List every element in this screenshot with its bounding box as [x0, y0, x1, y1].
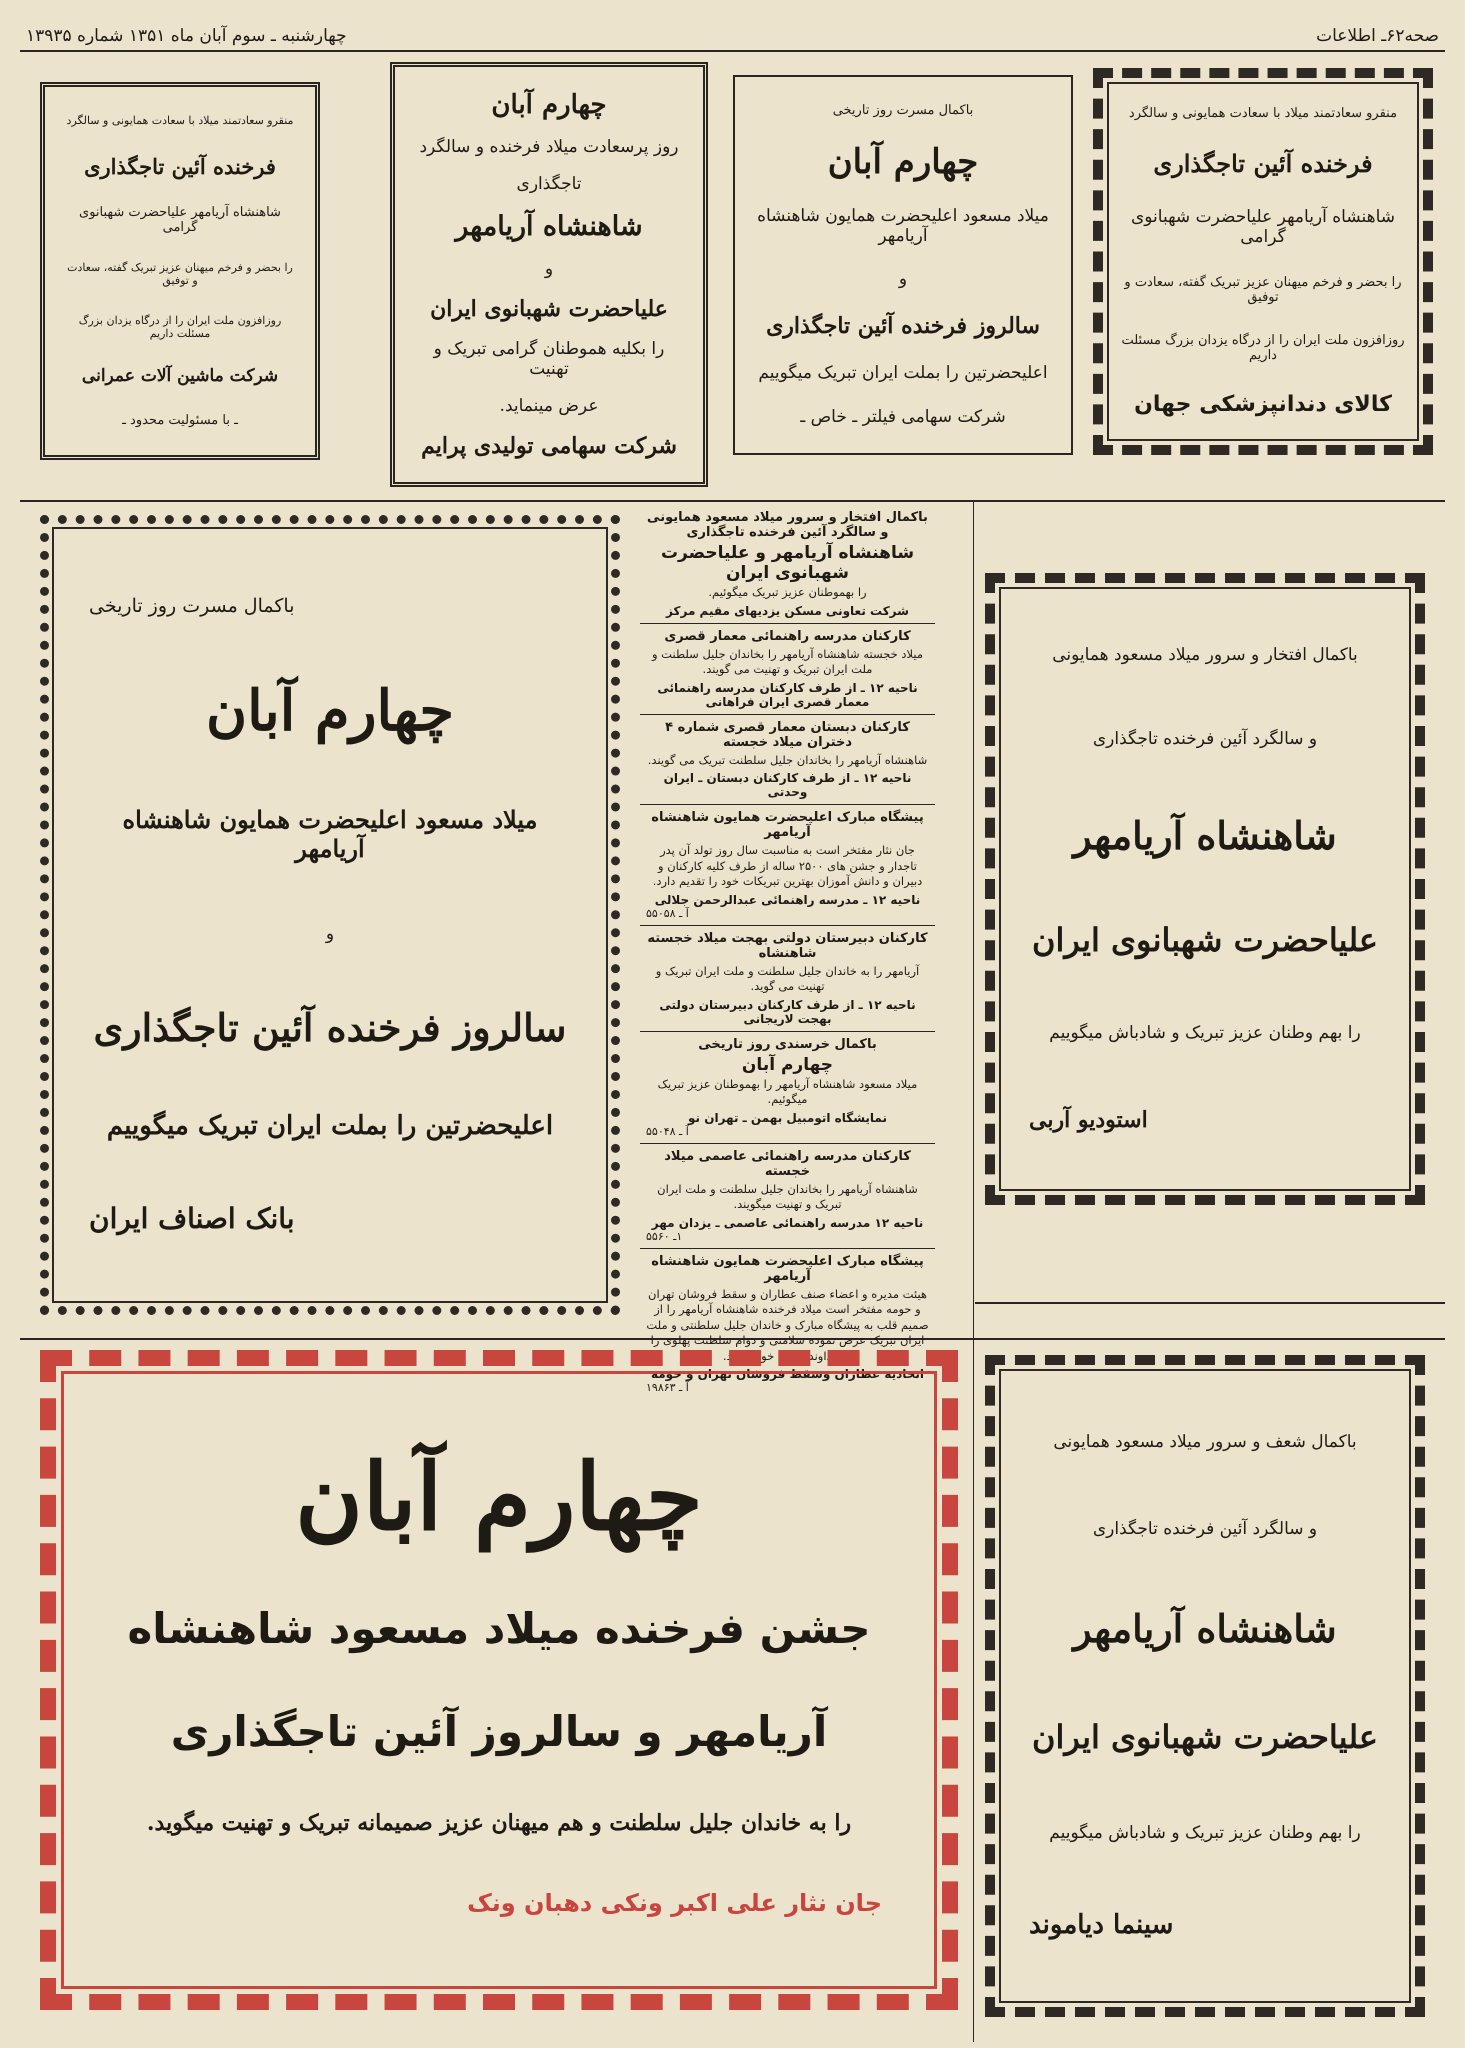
notice-item [640, 624, 935, 715]
ad-title: فرخنده آئین تاجگذاری [1153, 149, 1373, 179]
notice-highlight: شاهنشاه آریامهر و علیاحضرت شهبانوی ایران [660, 543, 915, 583]
notice-code: آ ـ ۱۹۸۶۳ [646, 1381, 689, 1395]
page-header [20, 22, 1445, 52]
notices-column [640, 505, 935, 1395]
notice-item [640, 805, 935, 926]
ad-lead: باکمال مسرت روز تاریخی [89, 594, 295, 617]
ad-title: فرخنده آئین تاجگذاری [84, 153, 276, 179]
ad-title: شاهنشاه آریامهر [1073, 1606, 1337, 1652]
ad-line: را بکلیه هموطنان گرامی تبریک و تهنیت [433, 339, 665, 380]
ad-line: علیاحضرت شهبانوی ایران [430, 296, 668, 323]
ad-conjunction: و [325, 923, 335, 944]
notice-signature: اتحادیه عطاران وسقط فروشان تهران و حومه [650, 1367, 925, 1382]
ad-advertiser: استودیو آربی [1029, 1107, 1148, 1134]
ad-conjunction: و [898, 269, 908, 290]
notice-body: میلاد مسعود شاهنشاه آریامهر را بهموطنان عزیز تبریک میگوئیم. [657, 1076, 918, 1107]
notice-signature: ناحیه ۱۲ ـ مدرسه راهنمائی عبدالرحمن جلالی [654, 892, 921, 907]
ad-advertiser: سینما دیاموند [1029, 1909, 1174, 1940]
ad-line: شاهنشاه آریامهر [455, 210, 643, 242]
notice-heading: پیشگاه مبارک اعلیحضرت همایون شاهنشاه آریامهر [651, 1253, 924, 1284]
ad-line: عرض مینماید. [499, 396, 599, 417]
ad-dental-supplies [1093, 68, 1433, 455]
ad-line: سالروز فرخنده آئین تاجگذاری [93, 1005, 567, 1051]
ad-title: چهارم آبان [491, 89, 607, 120]
notice-heading: کارکنان مدرسه راهنمائی معمار قصری [664, 628, 911, 644]
ad-line: را بحضر و فرخم میهنان عزیز تبریک گفته، سعادت و توفیق [67, 261, 293, 288]
ad-advertiser-suffix: ـ با مسئولیت محدود ـ [122, 412, 238, 428]
notice-body: آریامهر را به خاندان جلیل سلطنت و ملت ایران تبریک و تهنیت می گوید. [655, 963, 920, 994]
notice-heading: باکمال افتخار و سرور میلاد مسعود همایونی و سالگرد آئین فرخنده تاجگذاری [647, 510, 928, 540]
ad-advertiser: بانک اصناف ایران [89, 1202, 295, 1236]
notice-signature: ناحیه ۱۲ ـ از طرف کارکنان دبستان ـ ایران وحدتی [663, 771, 912, 800]
ad-prime-company [390, 62, 708, 487]
notice-code: آ ـ ۵۵۰۵۸ [646, 906, 689, 920]
notice-item [640, 505, 935, 624]
ad-line: تاجگذاری [516, 173, 582, 194]
ad-title: چهارم آبان [827, 141, 979, 182]
notice-signature: شرکت تعاونی مسکن یزدیهای مقیم مرکز [666, 603, 909, 618]
ad-line: را بحضر و فرخم میهنان عزیز تبریک گفته، سعادت و توفیق [1124, 275, 1402, 306]
ad-line: شاهنشاه آریامهر علیاحضرت شهبانوی گرامی [1130, 206, 1396, 247]
divider-right [975, 1302, 1445, 1304]
ad-advertiser: کالای دندانپزشکی جهان [1134, 391, 1392, 417]
notice-body: را بهموطنان عزیز تبریک میگوئیم. [708, 585, 867, 599]
ad-cinema-diamond [985, 1355, 1425, 2017]
ad-line: روزافزون ملت ایران را از درگاه یزدان بزرگ مسئلت داریم [78, 313, 282, 340]
ad-line: و سالگرد آئین فرخنده تاجگذاری [1092, 728, 1318, 749]
notice-signature: ناحیه ۱۲ ـ از طرف کارکنان دبیرستان دولتی بهجت لاریجانی [659, 997, 916, 1026]
ad-lead: باکمال شعف و سرور میلاد مسعود همایونی [1053, 1432, 1357, 1453]
notice-item [640, 926, 935, 1032]
ad-studio-arby [985, 573, 1425, 1205]
notice-code: آ ـ ۵۵۰۴۸ [646, 1124, 689, 1138]
notice-heading: کارکنان دبیرستان دولتی بهجت میلاد خجسته شاهنشاه [647, 930, 928, 961]
ad-advertiser: شرکت ماشین آلات عمرانی [81, 366, 279, 387]
ad-line: را بهم وطنان عزیز تبریک و شادباش میگوییم [1049, 1822, 1361, 1843]
ad-line: میلاد مسعود اعلیحضرت همایون شاهنشاه آریامهر [122, 804, 538, 863]
ad-lead: منقرو سعادتمند میلاد با سعادت همایونی و سالگرد [1128, 106, 1398, 122]
notice-heading: کارکنان دبستان معمار قصری شماره ۴ دختران میلاد خجسته [665, 719, 910, 750]
ad-advertiser: شرکت سهامی تولیدی پرایم [421, 433, 677, 460]
ad-lead: منقرو سعادتمند میلاد با سعادت همایونی و سالگرد [66, 114, 294, 128]
notice-item [640, 1032, 935, 1144]
ad-title: چهارم آبان [295, 1442, 703, 1551]
ad-line: را بهم وطنان عزیز تبریک و شادباش میگوییم [1049, 1023, 1361, 1044]
ad-line: روز پرسعادت میلاد فرخنده و سالگرد [419, 136, 679, 157]
ad-line: آریامهر و سالروز آئین تاجگذاری [170, 1706, 828, 1756]
date-line: چهارشنبه ـ سوم آبان ماه ۱۳۵۱ شماره ۱۳۹۳۵ [26, 26, 347, 46]
divider-vertical [973, 502, 974, 2042]
ad-lead: باکمال مسرت روز تاریخی [832, 102, 974, 118]
ad-advertiser: شرکت سهامی فیلتر ـ خاص ـ [800, 406, 1006, 427]
ad-vanak-greeting [40, 1350, 958, 2010]
ad-line: شاهنشاه آریامهر علیاحضرت شهبانوی گرامی [79, 205, 281, 236]
notice-code: ۱ـ ۵۵۶۰ [646, 1229, 683, 1243]
ad-asnaf-bank [40, 515, 620, 1315]
ad-line: را به خاندان جلیل سلطنت و هم میهنان عزیز صمیمانه تبریک و تهنیت میگوید. [146, 1809, 852, 1836]
ad-line: سالروز فرخنده آئین تاجگذاری [766, 313, 1040, 340]
ad-line: اعلیحضرتین را بملت ایران تبریک میگوییم [106, 1111, 554, 1142]
ad-title: چهارم آبان [205, 677, 455, 744]
ad-advertiser: جان نثار علی اکبر ونکی دهبان ونک [467, 1889, 882, 1918]
ad-line: میلاد مسعود اعلیحضرت همایون شاهنشاه آریامهر [757, 205, 1049, 246]
notice-highlight: چهارم آبان [741, 1054, 834, 1075]
ad-construction-machinery [40, 82, 320, 460]
ad-line: جشن فرخنده میلاد مسعود شاهنشاه [127, 1604, 871, 1654]
ad-filter-company [733, 75, 1073, 455]
notice-item [640, 715, 935, 806]
divider-top [20, 500, 1445, 502]
notice-heading: باکمال خرسندی روز تاریخی [698, 1036, 877, 1052]
ad-title: شاهنشاه آریامهر [1073, 812, 1337, 858]
notice-heading: کارکنان مدرسه راهنمائی عاصمی میلاد خجسته [664, 1148, 911, 1179]
notice-signature: نمایشگاه اتومبیل بهمن ـ تهران نو [688, 1110, 887, 1125]
notice-body: هیئت مدیره و اعضاء صنف عطاران و سقط فروشان تهران و حومه مفتخر است میلاد فرخنده شاهنشاه آریامهر را از صمیم قلب به پیشگاه مبارک و خاندان جلیل سلطنتی و ملت ایران تبریک عرض نموده سلامتی و دوام سلطنت پهلوی را از خداوند متعال خواستارند. [646, 1286, 929, 1363]
notice-signature: ناحیه ۱۲ مدرسه راهنمائی عاصمی ـ یزدان مهر [651, 1215, 924, 1230]
notice-body: جان نثار مفتخر است به مناسبت سال روز تولد آن پدر تاجدار و جشن های ۲۵۰۰ ساله از طرف کلیه کارکنان و دبیران و دانش آموزان بهترین تبریکات خود را تقدیم دارد. [652, 843, 923, 889]
notice-heading: پیشگاه مبارک اعلیحضرت همایون شاهنشاه آریامهر [651, 810, 924, 841]
ad-conjunction: و [544, 258, 554, 279]
ad-title: علیاحضرت شهبانوی ایران [1032, 1717, 1378, 1756]
notice-signature: ناحیه ۱۲ ـ از طرف کارکنان مدرسه راهنمائی معمار قصری ایران فراهانی [657, 680, 918, 709]
ad-line: روزافزون ملت ایران را از درگاه یزدان بزرگ مسئلت داریم [1121, 333, 1405, 364]
page-label: صحه۶۲ـ اطلاعات [1316, 26, 1439, 46]
ad-title: علیاحضرت شهبانوی ایران [1032, 921, 1378, 960]
ad-line: اعلیحضرتین را بملت ایران تبریک میگوییم [758, 363, 1048, 384]
notice-body: شاهنشاه آریامهر را بخاندان جلیل سلطنت و ملت ایران تبریک و تهنیت میگویند. [657, 1181, 918, 1212]
ad-line: و سالگرد آئین فرخنده تاجگذاری [1092, 1519, 1318, 1540]
ad-lead: باکمال افتخار و سرور میلاد مسعود همایونی [1052, 644, 1358, 665]
notice-item [640, 1144, 935, 1249]
notice-body: شاهنشاه آریامهر را بخاندان جلیل سلطنت تبریک می گویند. [647, 752, 928, 767]
notice-body: میلاد خجسته شاهنشاه آریامهر را بخاندان جلیل سلطنت و ملت ایران تبریک و تهنیت می گویند. [651, 646, 924, 677]
